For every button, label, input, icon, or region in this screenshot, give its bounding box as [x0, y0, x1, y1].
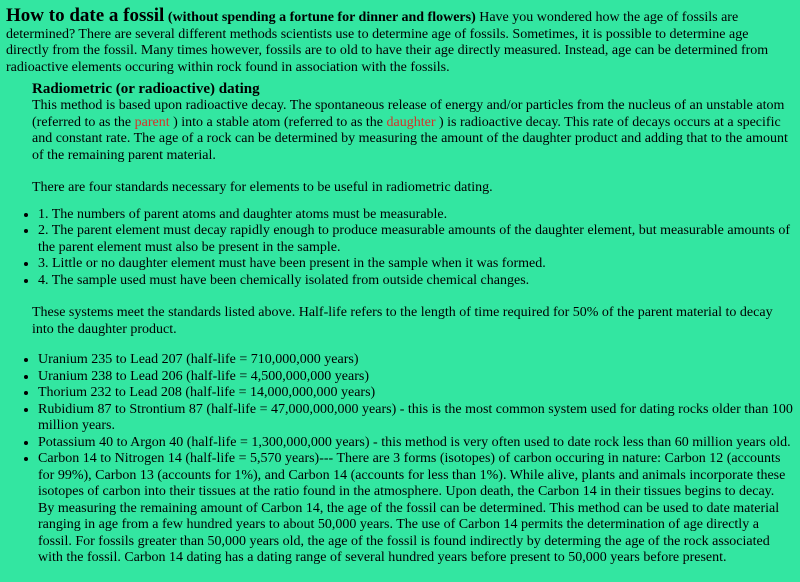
list-item: • Uranium 238 to Lead 206 (half-life = 4,500,000,000 years): [38, 369, 794, 386]
decay-text-b: ) into a stable atom (referred to as the: [173, 114, 384, 130]
decay-text-a: This method is based upon radioactive decay. The spontaneous release of energy and/or particles from the nucleus of an unstable atom (referred to as the: [32, 98, 785, 130]
page-title: How to date a fossil: [6, 5, 165, 26]
intro-paragraph: [6, 5, 794, 76]
list-item: • Uranium 235 to Lead 207 (half-life = 710,000,000 years): [38, 352, 794, 369]
page-subtitle: (without spending a fortune for dinner and flowers): [167, 10, 476, 25]
decay-text-c: ) is radioactive decay. This rate of decays occurs at a specific and constant rate. The age of a rock can be determined by measuring the amount of the daughter product and adding that to the amount of the remaining parent material.: [32, 114, 788, 163]
section-heading: Radiometric (or radioactive) dating: [32, 81, 260, 97]
list-item: • Potassium 40 to Argon 40 (half-life = 1,300,000,000 years) - this method is very often used to date rock less than 60 million years old.: [38, 435, 794, 452]
list-item: • Rubidium 87 to Strontium 87 (half-life = 47,000,000,000 years) - this is the most common system used for dating rocks older than 100 million years.: [38, 402, 794, 435]
radiometric-section: [32, 80, 794, 197]
decay-paragraph: [32, 98, 794, 164]
list-item: • 2. The parent element must decay rapidly enough to produce measurable amounts of the daughter element, but measurable amounts of the parent element must also be present in the sample.: [38, 223, 794, 256]
list-item: • 3. Little or no daughter element must have been present in the sample when it was formed.: [38, 256, 794, 273]
intro-text: Have you wondered how the age of fossils are determined? There are several different methods scientists use to determine age of fossils. Sometimes, it is possible to determine age directly from the fossil. Many times however, fossils are to old to have their age directly measured. Instead, age can be determined from radioactive elements occuring within rock found in association with the fossils.: [6, 10, 769, 75]
half-life-paragraph: These systems meet the standards listed above. Half-life refers to the length of time required for 50% of the parent material to decay into the daughter product.: [32, 305, 773, 337]
standards-intro: There are four standards necessary for elements to be useful in radiometric dating.: [32, 180, 493, 195]
list-item: • 1. The numbers of parent atoms and daughter atoms must be measurable.: [38, 207, 794, 224]
standards-list: [6, 207, 794, 290]
list-item: • 4. The sample used must have been chemically isolated from outside chemical changes.: [38, 273, 794, 290]
list-item: • Carbon 14 to Nitrogen 14 (half-life = 5,570 years)--- There are 3 forms (isotopes) of carbon occuring in nature: Carbon 12 (accounts for 99%), Carbon 13 (accounts for 1%), and Carbon 14 (accounts for less than 1%). While alive, plants and animals incorporate these isotopes of carbon into their tissues at the ratio found in the atmosphere. Upon death, the Carbon 14 in their tissues begins to decay. By measuring the remaining amount of Carbon 14, the age of the fossil can be determined. This method can be used to date material ranging in age from a few hundred years to about 50,000 years. The use of Carbon 14 permits the determination of age directly a fossil. For fossils greater than 50,000 years old, the age of the fossil is found indirectly by determing the age of the rock associated with the fossil. Carbon 14 dating has a dating range of several hundred years before present to 50,000 years before present.: [38, 451, 794, 567]
list-item: • Thorium 232 to Lead 208 (half-life = 14,000,000,000 years): [38, 385, 794, 402]
daughter-term: daughter: [386, 114, 436, 130]
parent-term: parent: [134, 114, 170, 130]
half-life-section: [32, 305, 794, 338]
systems-list: [6, 352, 794, 567]
